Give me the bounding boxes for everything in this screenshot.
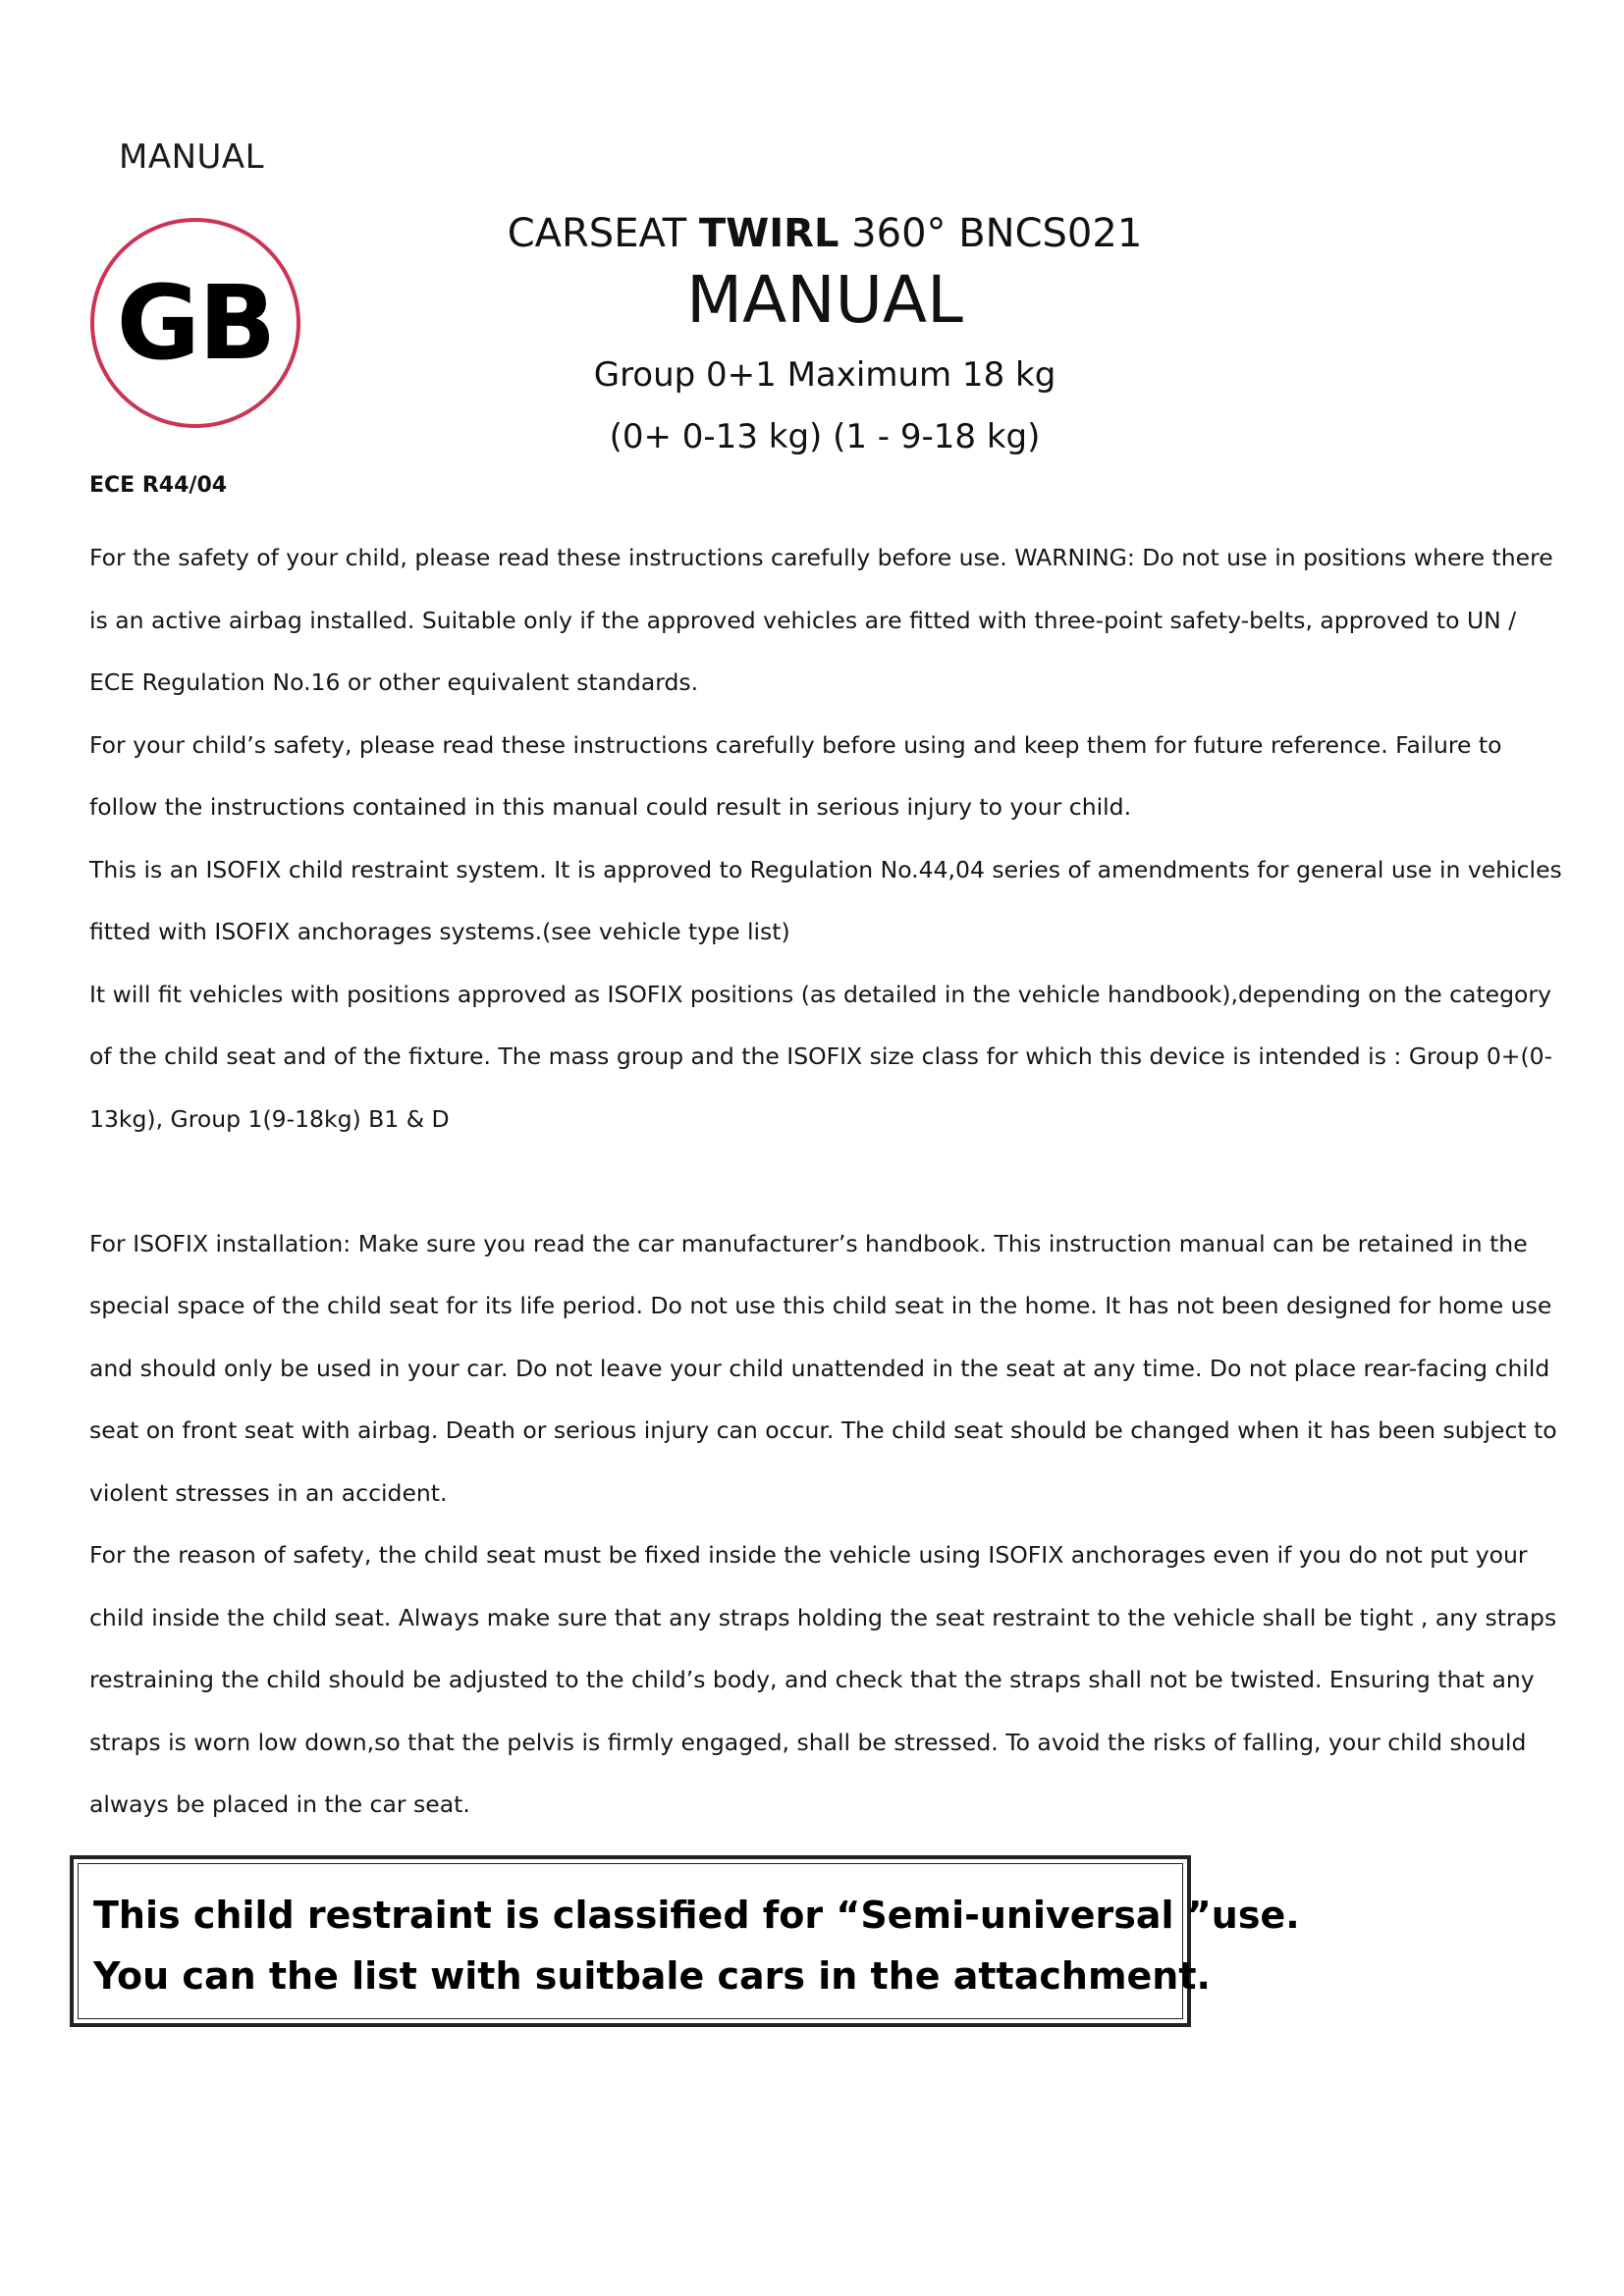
notice-line: This child restraint is classified for “Semi-universal ”use. [93, 1894, 1300, 1937]
product-title-prefix: CARSEAT [507, 211, 699, 256]
country-code: GB [116, 263, 275, 383]
notice-line: You can the list with suitbale cars in the attachment. [93, 1954, 1211, 1998]
paragraph-spacer [89, 1150, 1562, 1213]
product-name: TWIRL [698, 211, 839, 256]
product-model: 360° BNCS021 [839, 211, 1143, 256]
manual-heading: MANUAL [686, 262, 963, 338]
paragraph: It will fit vehicles with positions approved as ISOFIX positions (as detailed in the vehicle handbook),depending on the category of the child seat and of the fixture. The mass group and the ISOFIX size class for which this device is intended is : Group 0+(0-13kg), Group 1(9-18kg) B1 & D [89, 980, 1553, 1133]
paragraph: This is an ISOFIX child restraint system. It is approved to Regulation No.44,04 series of amendments for general use in vehicles fitted with ISOFIX anchorages systems.(see vehicle type list) [89, 855, 1562, 945]
product-title [324, 206, 1326, 261]
header-label: MANUAL [119, 137, 265, 177]
paragraph: For the safety of your child, please read these instructions carefully before use. WARNING: Do not use in positions where there is an active airbag installed. Suitable only if the approved vehicles are fitted with three-point safety-belts, approved to UN / ECE Regulation No.16 or other equivalent standards. [89, 544, 1553, 696]
paragraph: For the reason of safety, the child seat must be fixed inside the vehicle using ISOFIX anchorages even if you do not put your child inside the child seat. Always make sure that any straps holding the seat restraint to the vehicle shall be tight , any straps restraining the child should be adjusted to the child’s body, and check that the straps shall not be twisted. Ensuring that any straps is worn low down,so that the pelvis is firmly engaged, shall be stressed. To avoid the risks of falling, your child should always be placed in the car seat. [89, 1541, 1557, 1818]
paragraph: For ISOFIX installation: Make sure you read the car manufacturer’s handbook. This instruction manual can be retained in the special space of the child seat for its life period. Do not use this child seat in the home. It has not been designed for home use and should only be used in your car. Do not leave your child unattended in the seat at any time. Do not place rear-facing child seat on front seat with airbag. Death or serious injury can occur. The child seat should be changed when it has been subject to violent stresses in an accident. [89, 1229, 1557, 1507]
paragraph: For your child’s safety, please read these instructions carefully before using and keep them for future reference. Failure to follow the instructions contained in this manual could result in serious injury to your child. [89, 730, 1502, 821]
approval-standard: ECE R44/04 [89, 473, 228, 498]
weight-range: (0+ 0-13 kg) (1 - 9-18 kg) [609, 417, 1041, 456]
country-badge [90, 218, 300, 428]
title-block [324, 206, 1326, 467]
classification-notice [70, 1855, 1300, 2027]
instructions-body [89, 527, 1562, 1837]
group-info: Group 0+1 Maximum 18 kg [593, 355, 1056, 395]
